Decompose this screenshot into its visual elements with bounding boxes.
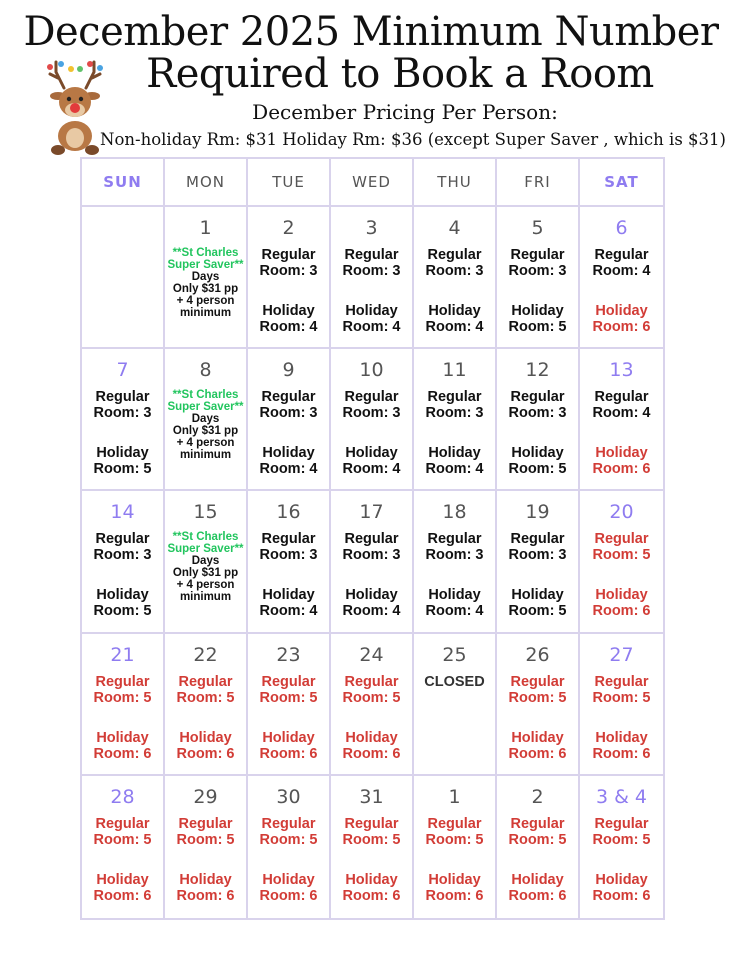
- regular-room-minimum: [497, 674, 578, 706]
- calendar: [80, 157, 665, 920]
- super-saver-detail: + 4 person: [176, 437, 235, 450]
- day-number: 7: [116, 359, 129, 382]
- regular-room-minimum: [248, 816, 329, 848]
- super-saver-detail: Days: [191, 271, 220, 283]
- regular-room-text: Regular Room: 5: [425, 815, 484, 848]
- spacer: [248, 848, 329, 864]
- regular-room-minimum: [580, 674, 663, 706]
- holiday-room-text: Holiday Room: 5: [93, 445, 152, 478]
- spacer: [331, 421, 412, 437]
- weekday-header-tue: TUE: [248, 159, 331, 207]
- regular-room-minimum: [580, 247, 663, 279]
- super-saver-detail: Days: [191, 413, 220, 426]
- super-saver-note: [165, 389, 246, 461]
- regular-room-text: Regular Room: 3: [259, 389, 318, 422]
- regular-room-minimum: [331, 816, 412, 848]
- regular-room-text: Regular Room: 5: [93, 815, 152, 848]
- holiday-room-text: Holiday Room: 6: [176, 871, 235, 904]
- regular-room-text: Regular Room: 5: [592, 673, 651, 706]
- day-number: 9: [282, 359, 295, 382]
- super-saver-detail: minimum: [179, 307, 232, 319]
- super-saver-label: Super Saver**: [167, 543, 244, 556]
- day-number: 16: [276, 501, 301, 524]
- day-cell: [248, 349, 331, 491]
- page-title-line2: Required to Book a Room: [146, 51, 654, 97]
- day-cell: [580, 634, 663, 776]
- day-number: 6: [615, 217, 628, 239]
- holiday-room-text: Holiday Room: 4: [342, 303, 401, 335]
- super-saver-detail: + 4 person: [176, 579, 235, 592]
- day-cell: [497, 776, 580, 918]
- holiday-room-text: Holiday Room: 5: [93, 587, 152, 620]
- regular-room-text: Regular Room: 3: [425, 531, 484, 564]
- spacer: [331, 706, 412, 722]
- regular-room-text: Regular Room: 3: [93, 389, 152, 422]
- day-cell: [331, 349, 414, 491]
- spacer: [82, 421, 163, 437]
- regular-room-minimum: [82, 816, 163, 848]
- holiday-room-text: Holiday Room: 6: [93, 871, 152, 904]
- day-number: 31: [359, 785, 384, 808]
- regular-room-minimum: [331, 389, 412, 421]
- regular-room-text: Regular Room: 3: [342, 389, 401, 422]
- regular-room-minimum: [165, 674, 246, 706]
- day-number: 3: [365, 217, 378, 239]
- regular-room-minimum: [414, 816, 495, 848]
- day-number: 17: [359, 501, 384, 524]
- holiday-room-minimum: [414, 303, 495, 335]
- spacer: [82, 706, 163, 722]
- day-number: 20: [609, 501, 634, 524]
- holiday-room-minimum: [497, 445, 578, 477]
- day-cell: [331, 634, 414, 776]
- spacer: [580, 563, 663, 579]
- spacer: [414, 848, 495, 864]
- holiday-room-minimum: [331, 445, 412, 477]
- holiday-room-minimum: [248, 587, 329, 619]
- spacer: [165, 848, 246, 864]
- holiday-room-minimum: [248, 303, 329, 335]
- spacer: [580, 706, 663, 722]
- holiday-room-minimum: [497, 303, 578, 335]
- super-saver-label: Super Saver**: [167, 401, 244, 414]
- super-saver-label: Super Saver**: [167, 259, 244, 271]
- holiday-room-text: Holiday Room: 6: [592, 587, 651, 620]
- day-cell: [497, 634, 580, 776]
- closed-label: CLOSED: [424, 673, 485, 690]
- day-number: 29: [193, 785, 218, 808]
- holiday-room-text: Holiday Room: 6: [342, 871, 401, 904]
- holiday-room-text: Holiday Room: 6: [508, 871, 567, 904]
- day-cell: [331, 207, 414, 349]
- day-number: 25: [442, 643, 467, 666]
- holiday-room-minimum: [580, 587, 663, 619]
- day-cell: [165, 776, 248, 918]
- regular-room-text: Regular Room: 3: [425, 389, 484, 422]
- super-saver-detail: minimum: [179, 591, 232, 604]
- holiday-room-minimum: [82, 445, 163, 477]
- spacer: [497, 421, 578, 437]
- spacer: [580, 421, 663, 437]
- day-cell: [414, 776, 497, 918]
- day-number: 2: [531, 785, 544, 808]
- day-cell: [248, 634, 331, 776]
- holiday-room-minimum: [580, 303, 663, 335]
- holiday-room-minimum: [331, 587, 412, 619]
- day-cell: [82, 207, 165, 349]
- holiday-room-text: Holiday Room: 4: [342, 445, 401, 478]
- holiday-room-minimum: [580, 445, 663, 477]
- day-number: 1: [448, 785, 461, 808]
- day-number: 3 & 4: [595, 785, 648, 808]
- day-cell: [165, 634, 248, 776]
- super-saver-detail: Days: [191, 555, 220, 568]
- day-cell: [82, 776, 165, 918]
- day-number: 26: [525, 643, 550, 666]
- weekday-header-sat: SAT: [580, 159, 663, 207]
- spacer: [497, 706, 578, 722]
- super-saver-label: **St Charles: [172, 247, 239, 259]
- day-number: 13: [609, 359, 634, 382]
- regular-room-minimum: [497, 389, 578, 421]
- regular-room-text: Regular Room: 5: [176, 815, 235, 848]
- day-number: 5: [531, 217, 544, 239]
- holiday-room-text: Holiday Room: 4: [342, 587, 401, 620]
- regular-room-minimum: [82, 674, 163, 706]
- day-number: 15: [193, 501, 218, 524]
- holiday-room-minimum: [248, 445, 329, 477]
- holiday-room-text: Holiday Room: 6: [592, 303, 651, 335]
- regular-room-minimum: [414, 389, 495, 421]
- holiday-room-minimum: [331, 872, 412, 904]
- day-number: 27: [609, 643, 634, 666]
- holiday-room-minimum: [165, 730, 246, 762]
- super-saver-note: [165, 247, 246, 319]
- day-cell: [580, 491, 663, 633]
- day-cell: [580, 349, 663, 491]
- day-cell: [331, 776, 414, 918]
- regular-room-text: Regular Room: 5: [259, 673, 318, 706]
- holiday-room-text: Holiday Room: 4: [259, 445, 318, 478]
- regular-room-minimum: [497, 247, 578, 279]
- regular-room-minimum: [497, 816, 578, 848]
- regular-room-minimum: [248, 674, 329, 706]
- regular-room-text: Regular Room: 5: [342, 815, 401, 848]
- regular-room-minimum: [580, 389, 663, 421]
- spacer: [580, 848, 663, 864]
- holiday-room-text: Holiday Room: 4: [425, 303, 484, 335]
- holiday-room-text: Holiday Room: 5: [508, 445, 567, 478]
- spacer: [248, 706, 329, 722]
- holiday-room-text: Holiday Room: 4: [425, 445, 484, 478]
- day-cell: [165, 207, 248, 349]
- holiday-room-minimum: [414, 445, 495, 477]
- day-number: 8: [199, 359, 212, 382]
- day-cell: [248, 491, 331, 633]
- regular-room-text: Regular Room: 3: [508, 389, 567, 422]
- regular-room-text: Regular Room: 3: [93, 531, 152, 564]
- day-cell: [414, 349, 497, 491]
- day-cell: [580, 207, 663, 349]
- regular-room-minimum: [580, 531, 663, 563]
- spacer: [414, 279, 495, 295]
- day-number: 30: [276, 785, 301, 808]
- regular-room-minimum: [331, 247, 412, 279]
- holiday-room-text: Holiday Room: 4: [259, 303, 318, 335]
- regular-room-minimum: [497, 531, 578, 563]
- holiday-room-minimum: [248, 730, 329, 762]
- holiday-room-minimum: [497, 730, 578, 762]
- regular-room-text: Regular Room: 5: [508, 815, 567, 848]
- holiday-room-minimum: [497, 872, 578, 904]
- holiday-room-text: Holiday Room: 5: [508, 303, 567, 335]
- holiday-room-minimum: [414, 587, 495, 619]
- regular-room-text: Regular Room: 5: [592, 815, 651, 848]
- day-cell: [248, 207, 331, 349]
- super-saver-detail: Only $31 pp: [172, 425, 239, 438]
- regular-room-text: Regular Room: 3: [508, 247, 567, 279]
- spacer: [414, 421, 495, 437]
- regular-room-text: Regular Room: 5: [592, 531, 651, 564]
- super-saver-detail: Only $31 pp: [172, 567, 239, 580]
- day-cell: [331, 491, 414, 633]
- spacer: [331, 848, 412, 864]
- super-saver-label: **St Charles: [172, 389, 239, 402]
- regular-room-text: Regular Room: 5: [508, 673, 567, 706]
- super-saver-detail: Only $31 pp: [172, 283, 239, 295]
- holiday-room-text: Holiday Room: 6: [342, 729, 401, 762]
- holiday-room-minimum: [331, 730, 412, 762]
- spacer: [165, 706, 246, 722]
- holiday-room-text: Holiday Room: 6: [592, 445, 651, 478]
- holiday-room-text: Holiday Room: 4: [425, 587, 484, 620]
- pricing-details: Non-holiday Rm: $31 Holiday Rm: $36 (except Super Saver , which is $31): [100, 130, 726, 149]
- regular-room-text: Regular Room: 3: [259, 531, 318, 564]
- super-saver-label: **St Charles: [172, 531, 239, 544]
- day-cell: [414, 207, 497, 349]
- regular-room-text: Regular Room: 4: [592, 247, 651, 279]
- holiday-room-text: Holiday Room: 6: [592, 871, 651, 904]
- reindeer-icon: [44, 58, 106, 156]
- regular-room-text: Regular Room: 5: [176, 673, 235, 706]
- spacer: [497, 563, 578, 579]
- regular-room-minimum: [248, 247, 329, 279]
- holiday-room-text: Holiday Room: 6: [259, 871, 318, 904]
- holiday-room-minimum: [248, 872, 329, 904]
- holiday-room-minimum: [580, 730, 663, 762]
- holiday-room-text: Holiday Room: 6: [508, 729, 567, 762]
- holiday-room-text: Holiday Room: 6: [425, 871, 484, 904]
- day-number: 19: [525, 501, 550, 524]
- spacer: [497, 279, 578, 295]
- holiday-room-text: Holiday Room: 5: [508, 587, 567, 620]
- weekday-header-fri: FRI: [497, 159, 580, 207]
- day-number: 18: [442, 501, 467, 524]
- spacer: [414, 563, 495, 579]
- day-cell: [82, 634, 165, 776]
- holiday-room-minimum: [580, 872, 663, 904]
- holiday-room-minimum: [82, 730, 163, 762]
- holiday-room-minimum: [165, 872, 246, 904]
- calendar-grid: [82, 159, 663, 918]
- spacer: [248, 421, 329, 437]
- day-number: 10: [359, 359, 384, 382]
- day-number: 28: [110, 785, 135, 808]
- regular-room-text: Regular Room: 5: [342, 673, 401, 706]
- regular-room-text: Regular Room: 3: [259, 247, 318, 279]
- day-number: 11: [442, 359, 467, 382]
- holiday-room-text: Holiday Room: 6: [176, 729, 235, 762]
- regular-room-minimum: [82, 531, 163, 563]
- page-title-line1: December 2025 Minimum Number: [23, 9, 719, 55]
- day-number: 23: [276, 643, 301, 666]
- regular-room-text: Regular Room: 5: [93, 673, 152, 706]
- weekday-header-thu: THU: [414, 159, 497, 207]
- holiday-room-text: Holiday Room: 6: [93, 729, 152, 762]
- regular-room-minimum: [414, 247, 495, 279]
- day-number: 22: [193, 643, 218, 666]
- regular-room-text: Regular Room: 4: [592, 389, 651, 422]
- holiday-room-text: Holiday Room: 6: [592, 729, 651, 762]
- day-number: 2: [282, 217, 295, 239]
- holiday-room-minimum: [497, 587, 578, 619]
- day-number: 1: [199, 217, 212, 239]
- regular-room-text: Regular Room: 3: [342, 247, 401, 279]
- holiday-room-text: Holiday Room: 4: [259, 587, 318, 620]
- holiday-room-minimum: [82, 872, 163, 904]
- super-saver-note: [165, 531, 246, 603]
- regular-room-minimum: [165, 816, 246, 848]
- spacer: [248, 563, 329, 579]
- spacer: [331, 279, 412, 295]
- regular-room-text: Regular Room: 3: [342, 531, 401, 564]
- weekday-header-wed: WED: [331, 159, 414, 207]
- day-number: 21: [110, 643, 135, 666]
- holiday-room-minimum: [331, 303, 412, 335]
- regular-room-minimum: [248, 531, 329, 563]
- day-cell: [580, 776, 663, 918]
- spacer: [497, 848, 578, 864]
- regular-room-minimum: [248, 389, 329, 421]
- day-cell: [497, 207, 580, 349]
- day-cell: [497, 349, 580, 491]
- day-number: 24: [359, 643, 384, 666]
- regular-room-text: Regular Room: 5: [259, 815, 318, 848]
- spacer: [331, 563, 412, 579]
- day-cell: [497, 491, 580, 633]
- regular-room-minimum: [331, 531, 412, 563]
- day-cell: [414, 491, 497, 633]
- day-cell: [165, 349, 248, 491]
- regular-room-text: Regular Room: 3: [508, 531, 567, 564]
- weekday-header-sun: SUN: [82, 159, 165, 207]
- regular-room-minimum: [580, 816, 663, 848]
- regular-room-minimum: [82, 389, 163, 421]
- regular-room-minimum: [331, 674, 412, 706]
- day-cell: [414, 634, 497, 776]
- pricing-subtitle: December Pricing Per Person:: [252, 100, 558, 124]
- spacer: [82, 563, 163, 579]
- spacer: [248, 279, 329, 295]
- weekday-header-mon: MON: [165, 159, 248, 207]
- day-cell: [165, 491, 248, 633]
- holiday-room-text: Holiday Room: 6: [259, 729, 318, 762]
- spacer: [580, 279, 663, 295]
- day-number: 4: [448, 217, 461, 239]
- super-saver-detail: + 4 person: [176, 295, 235, 307]
- holiday-room-minimum: [82, 587, 163, 619]
- regular-room-text: Regular Room: 3: [425, 247, 484, 279]
- day-cell: [82, 349, 165, 491]
- day-cell: [248, 776, 331, 918]
- super-saver-detail: minimum: [179, 449, 232, 462]
- day-number: 14: [110, 501, 135, 524]
- holiday-room-minimum: [414, 872, 495, 904]
- regular-room-minimum: [414, 531, 495, 563]
- spacer: [82, 848, 163, 864]
- day-cell: [82, 491, 165, 633]
- day-number: 12: [525, 359, 550, 382]
